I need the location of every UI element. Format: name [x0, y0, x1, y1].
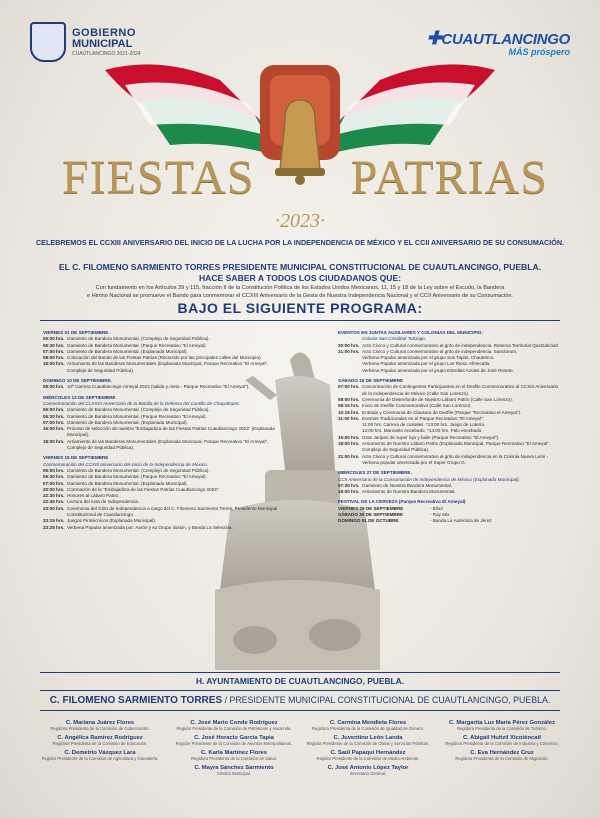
signer-name: C. Saúl Papaqui Hernández — [330, 750, 406, 756]
event-description: Izamiento de Bandera Monumental. (Complejo de Seguridad Pública). — [67, 336, 210, 342]
event-time — [338, 368, 362, 374]
signer — [438, 765, 566, 776]
plus-icon: ✚ — [426, 28, 442, 48]
event-description: Gran Jaripeo de super lujo y baile (Parque Recreativo "El Ameyal"). — [362, 434, 500, 440]
event-description: Izamiento de Bandera Monumental. (Explanada Municipal). — [67, 480, 188, 486]
main-title — [0, 150, 600, 210]
event-time: 20:00 hrs. — [43, 486, 65, 492]
divider — [40, 320, 560, 321]
event-description: - Ray Mix — [430, 512, 450, 518]
event-description: 12:00 hrs. Marranito encebado. *14:00 hrs. Palo encebado. — [362, 428, 483, 434]
president-signature — [0, 695, 600, 706]
program-right-column — [338, 326, 563, 525]
title-patrias: PATRIAS — [350, 151, 548, 204]
event-time: 18:00 hrs. — [338, 489, 360, 495]
event-time: 06:00 hrs. — [43, 407, 65, 413]
event-time: 18:00 hrs. — [338, 441, 360, 447]
day-heading: FESTIVAL DE LA CERVEZA (Parque Recreativo El Ameyal) — [338, 499, 466, 505]
day-heading: MIÉRCOLES 27 DE SEPTIEMBRE. — [338, 470, 412, 476]
event-description: Izamiento de Bandera Monumental. (Parque Recreativo "El Ameyal). — [67, 342, 207, 348]
event-row — [338, 368, 563, 374]
day-subtitle: Conmemoración del CLXXVI Aniversario de la Batalla de la Defensa del Castillo de Chapultepec. — [43, 400, 241, 406]
divider — [40, 690, 560, 691]
president-name: C. FILOMENO SARMIENTO TORRES — [49, 695, 223, 706]
event-description: Inicio de Desfile Conmemorativo (Calle San Lorenzo). — [362, 403, 472, 409]
signer-name: C. Mayra Sánchez Sarmiento — [194, 765, 274, 771]
event-description: Arriamiento de las Banderas Monumentales (Explanada Municipal, Parque Recreativo "El Ameyal", Complejo de Seguridad Pública). — [67, 438, 269, 451]
signer-name: C. Margarita Luz María Pérez González — [449, 720, 555, 726]
signer — [36, 765, 164, 776]
signer — [304, 735, 432, 746]
event-time: 07:00 hrs. — [338, 384, 360, 390]
event-time: SÁBADO 30 DE SEPTIEMBRE — [338, 512, 404, 518]
event-description: Verbena Popular amenizada por el grupo Estrellas Azules de José Rosete. — [362, 367, 514, 373]
signer — [438, 720, 566, 731]
event-description: Izamiento de Nuestra Bandera Monumental. — [362, 482, 453, 488]
council-signers — [36, 720, 566, 776]
event-time: 23:15 hrs. — [43, 518, 65, 524]
signer — [304, 765, 432, 776]
signer-role: Regidor Presidente de la Comisión de Obras y Servicios Públicos. — [306, 741, 430, 746]
title-fiestas: FIESTAS — [62, 151, 255, 204]
event-description: Colocación del Bando de las Fiestas Patrias (Recorrido por las principales calles del Municipio). — [67, 355, 262, 361]
signer — [438, 750, 566, 761]
gov-line-2: MUNICIPAL — [72, 37, 133, 50]
signer-name: C. Angélica Ramírez Rodríguez — [57, 735, 143, 741]
event-time: VIERNES 29 DE SEPTIEMBRE — [338, 505, 404, 511]
event-description: Izamiento de Bandera Monumental. (Parque Recreativo "El Ameyal). — [67, 413, 207, 419]
signer-name: C. Juventino León Landa — [333, 735, 403, 741]
event-time: 18:00 hrs. — [43, 361, 65, 367]
event-description: Arriamiento de Nuestra Bandera Monumental. — [362, 489, 456, 495]
signer-name: C. Demetrio Vázquez Lara — [64, 750, 136, 756]
legal-basis-line-1: Con fundamento en los Artículos 39 y 115, fracción II de la Constitución Política de los Estados Unidos Mexicanos, 11, 15 y 18 de la Ley sobre el Escudo, la Bandera — [95, 285, 505, 291]
signer — [170, 750, 298, 761]
signer-name: C. José Horacio García Tapia — [194, 735, 274, 741]
event-description: Lectura del Acta de Independencia. — [67, 499, 140, 505]
event-description: Coronación de la "Embajadora de las Fiestas Patrias Cuautlancingo 2023". — [67, 486, 220, 492]
signer-name: C. Mariana Juárez Flores — [65, 720, 135, 726]
event-time: 06:30 hrs. — [43, 413, 65, 419]
signer-role: Regidora Presidenta de la Comisión de Gobernación. — [50, 726, 150, 731]
event-time: 06:30 hrs. — [43, 474, 65, 480]
gov-line-3: CUAUTLANCINGO 2021-2024 — [72, 50, 141, 57]
signer-role: Regidora Presidenta de la Comisión de Turismo. — [456, 726, 548, 731]
event-description: 10ª Carrera Cuautlancingo-Ameyal 2023 (salida y meta - Parque Recreativo "El Ameyal"). — [67, 384, 250, 390]
event-description: - Elíxir — [430, 505, 444, 511]
event-description: Izamiento de Bandera Monumental. (Explanada Municipal). — [67, 348, 188, 354]
signer-role: Regidora Presidenta de la Comisión de Salud. — [191, 756, 277, 761]
event-row — [43, 439, 283, 452]
event-description: 11:00 hrs. Carrera de costales. *13:00 hrs. Juego de Lotería. — [362, 422, 486, 428]
event-time: 21:00 hrs. — [338, 453, 360, 459]
brand-tagline: MÁS próspero — [508, 47, 570, 57]
event-description: Arriamiento de Nuestro Lábaro Patrio (Explanada Municipal, Parque Recreativo "El Ameyal", Complejo de Seguridad Pública). — [362, 441, 551, 453]
signer-name: C. Eva Hernández Cruz — [470, 750, 534, 756]
event-description: Acto Cívico y Cultural conmemorativo al grito de independencia. Sanctorum. — [362, 348, 518, 354]
announcement-line-1: EL C. FILOMENO SARMIENTO TORRES PRESIDENTE MUNICIPAL CONSTITUCIONAL DE CUAUTLANCINGO, PUEBLA. — [58, 262, 542, 272]
event-time: 20:00 hrs. — [338, 342, 360, 348]
event-time: 22:30 hrs. — [43, 493, 65, 499]
event-description: Arriamiento de las Banderas Monumentales (Explanada Municipal, Parque Recreativo "El Ameyal", Complejo de Seguridad Pública). — [67, 361, 269, 373]
signer-name: C. Abigail Huitzil Xicoténcatl — [462, 735, 542, 741]
day-heading: DOMINGO 10 DE SEPTIEMBRE. — [43, 378, 112, 384]
event-time: 08:00 hrs. — [338, 396, 360, 402]
event-row — [338, 489, 563, 495]
signer — [304, 750, 432, 761]
event-description: Eventos Tradicionales en el Parque Recreativo "El Ameyal": — [362, 415, 484, 421]
signer-name: C. Karla Martínez Flores — [200, 750, 268, 756]
coat-of-arms-icon — [30, 22, 66, 62]
signer-role: Regidor Presidente de la Comisión de Agricultura y Ganadería. — [41, 756, 159, 761]
event-row — [43, 525, 283, 531]
signer — [304, 720, 432, 731]
event-time: 11:00 hrs. — [338, 415, 360, 421]
event-time: 07:00 hrs. — [43, 419, 65, 425]
event-time: 22:45 hrs. — [43, 499, 65, 505]
event-time: 07:00 hrs. — [43, 348, 65, 354]
signer — [36, 720, 164, 731]
signer-role: Regidora Presidenta de la Comisión de Igualdad de Género. — [311, 726, 425, 731]
day-heading: VIERNES 15 DE SEPTIEMBRE — [43, 455, 109, 461]
event-description: Honores al Lábaro Patrio. — [67, 493, 120, 499]
event-description: Ceremonia del Grito de Independencia a cargo del C. Filomeno Sarmiento Torres, Presidente Municipal Constitucional de Cuautlancingo. — [67, 505, 278, 518]
event-time: DOMINGO 01 DE OCTUBRE — [338, 518, 399, 524]
headline: CELEBREMOS EL CCXIII ANIVERSARIO DEL INICIO DE LA LUCHA POR LA INDEPENDENCIA DE MÉXICO Y EL CCII ANIVERSARIO DE SU CONSUMACIÓN. — [35, 238, 565, 247]
title-year: ·2023· — [275, 210, 325, 232]
day-heading: SÁBADO 16 DE SEPTIEMBRE — [338, 378, 404, 384]
event-time: 08:00 hrs. — [43, 384, 65, 390]
signer-role: Secretario General. — [349, 771, 387, 776]
event-time: 23:25 hrs. — [43, 524, 65, 530]
announcement — [30, 262, 570, 284]
program-left-column — [43, 326, 283, 531]
event-time: 06:30 hrs. — [43, 342, 65, 348]
brand-name: CUAUTLANCINGO — [441, 31, 570, 48]
event-time: 07:00 hrs. — [43, 480, 65, 486]
signer-role: Regidora Presidenta de la Comisión de Industria y Comercio. — [445, 741, 559, 746]
event-description: Verbena Popular amenizada por el grupo Los Riera. Almecatla. — [362, 361, 491, 367]
event-time: 16:00 hrs. — [43, 426, 65, 432]
event-description: Verbena Popular amenizada por: Aarón y su Grupo Ilusión, y Banda La Selectiva. — [67, 524, 233, 530]
event-row — [338, 454, 563, 467]
signer — [36, 750, 164, 761]
event-description: Izamiento de Bandera Monumental. (Complejo de Seguridad Pública). — [67, 467, 210, 473]
gov-line-1: GOBIERNO — [72, 26, 136, 39]
signer-role: Regidor Presidente de la Comisión de Patrimonio y Hacienda. — [176, 726, 292, 731]
event-row — [338, 441, 563, 454]
signer-role: Regidor Presidente de la Comisión de Medio Ambiente. — [316, 756, 420, 761]
event-row — [43, 426, 283, 439]
event-time: 06:00 hrs. — [43, 336, 65, 342]
government-logo — [30, 22, 141, 62]
day-subtitle: Conmemoración del CCXIII aniversario del inicio de la Independencia de México. — [43, 461, 208, 467]
event-row — [338, 384, 563, 397]
event-time: 10:15 hrs. — [338, 409, 360, 415]
day-subtitle: CCII Aniversario de la Consumación de Independencia de México (Explanada Municipal). — [338, 476, 520, 482]
signer-name: C. José Antonio López Taylor — [327, 765, 409, 771]
event-time: 07:30 hrs. — [338, 482, 360, 488]
divider — [40, 710, 560, 711]
signer-role: Regidor Presidente de la Comisión de Asuntos Metropolitanos. — [175, 741, 293, 746]
day-heading: VIERNES 01 DE SEPTIEMBRE. — [43, 330, 110, 335]
event-description: Verbena Popular amenizada por el grupo Sus Tapito. Chautenco. — [362, 355, 495, 361]
program-title: BAJO EL SIGUIENTE PROGRAMA: — [177, 300, 423, 316]
event-description: Izamiento de Bandera Monumental. (Complejo de Seguridad Pública). — [67, 407, 210, 413]
divider — [40, 672, 560, 673]
signer — [36, 735, 164, 746]
brand-logo — [427, 28, 570, 57]
day-heading: EVENTOS EN JUNTAS AUXILIARES Y COLONIAS DEL MUNICIPIO: — [338, 330, 483, 335]
signer — [170, 735, 298, 746]
event-row — [43, 384, 283, 390]
event-time: 23:00 hrs. — [43, 505, 65, 511]
signer-role: Regidora Presidenta de la Comisión de Migración. — [455, 756, 549, 761]
event-time: 06:00 hrs. — [43, 467, 65, 473]
event-time: 21:00 hrs. — [338, 348, 360, 354]
event-time: 18:00 hrs. — [43, 438, 65, 444]
signer — [170, 765, 298, 776]
event-time: 08:15 hrs. — [338, 403, 360, 409]
event-description: - Banda La Auténtica de Jerez — [430, 518, 492, 524]
event-row — [43, 361, 283, 374]
event-description: Acto Cívico y Cultural conmemorativo al grito de independencia. Reserva Territorial Quetzalcóatl. — [362, 342, 560, 348]
legal-basis-line-2: e Himno Nacional se promueve el Bando para conmemorar el CCXIII Aniversario de la Gesta de Nuestra Independencia Nacional y el CCII Aniversario de su Consumación. — [87, 292, 513, 299]
day-subtitle: Colonia San Cristóbal Tulcingo. — [362, 336, 427, 342]
signer-name: C. Carmina Mendieta Flores — [329, 720, 407, 726]
event-description: Concentración de Contingentes Participantes en el Desfile Conmemorativo al CCXIII Aniversario de la Independencia de México (Calle San Lorenzo). — [362, 384, 559, 396]
announcement-line-2: HACE SABER A TODOS LOS CIUDADANOS QUE: — [198, 273, 402, 283]
president-role: / PRESIDENTE MUNICIPAL CONSTITUCIONAL DE CUAUTLANCINGO, PUEBLA. — [222, 695, 551, 705]
day-heading: MIÉRCOLES 13 DE SEPTIEMBRE — [43, 394, 116, 400]
event-time: 08:00 hrs. — [43, 355, 65, 361]
event-description: Entrada y Ceremonia de Clausura de Desfile (Parque "Recreativo el Ameyal"). — [362, 409, 522, 415]
signer-role: Síndico Municipal. — [217, 771, 251, 776]
event-row — [338, 518, 563, 524]
legal-basis — [30, 285, 570, 300]
ayuntamiento-title: H. AYUNTAMIENTO DE CUAUTLANCINGO, PUEBLA. — [196, 676, 404, 686]
event-description: Izamiento de Bandera Monumental. (Explanada Municipal). — [67, 419, 188, 425]
event-description: Acto Cívico y Cultural conmemorativo al grito de independencia en la Colonia Nueva León - Verbena popular amenizada por el Super Grupo G. — [362, 453, 549, 465]
signer — [170, 720, 298, 731]
signer-name: C. José Mario Conde Rodríguez — [190, 720, 278, 726]
signer — [438, 735, 566, 746]
event-description: Ceremonia de Desenfunde de Nuestro Lábaro Patrio (Calle San Lorenzo). — [362, 396, 513, 402]
signer-role: Regidora Presidenta de la Comisión de Educación. — [52, 741, 148, 746]
event-description: Juegos Pirotécnicos (Explanada Municipal). — [67, 518, 157, 524]
event-row — [43, 506, 283, 519]
event-description: Proceso de selección de nuestra "Embajadora de las Fiestas Patrias Cuautlancingo 2023" (Explanada Municipal). — [67, 426, 275, 438]
event-description: Izamiento de Bandera Monumental. (Parque Recreativo "El Ameyal). — [67, 474, 207, 480]
event-time: 15:00 hrs. — [338, 434, 360, 440]
